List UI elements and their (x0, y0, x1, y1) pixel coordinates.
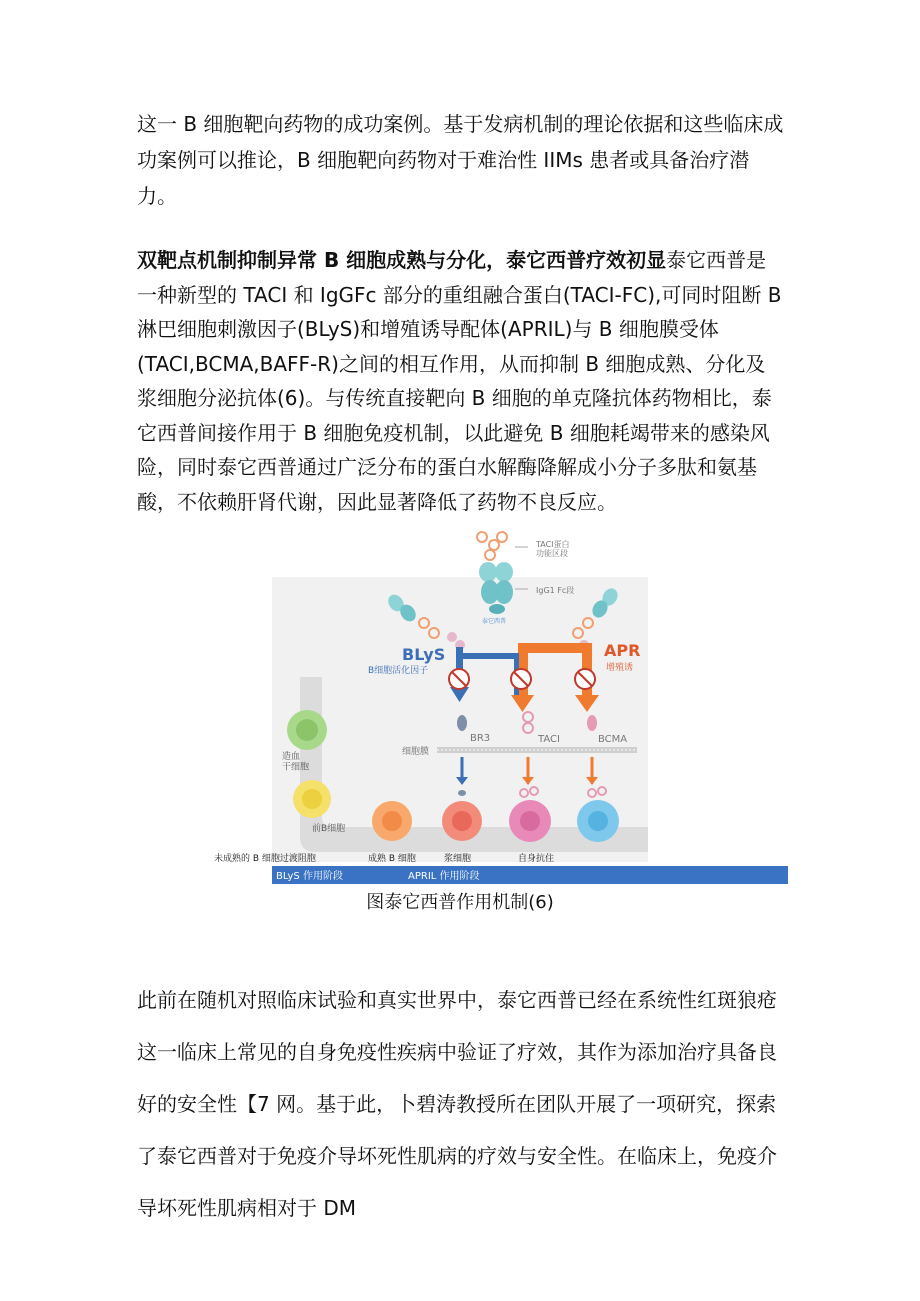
blys-sub-label: B细胞活化因子 (368, 666, 429, 676)
br3-label: BR3 (470, 733, 491, 744)
stem-cell (287, 710, 327, 750)
paragraph-2-heading: 双靶点机制抑制异常 B 细胞成熟与分化，泰它西普疗效初显 (137, 248, 667, 272)
stage-bar (272, 866, 788, 884)
paragraph-2-body: 泰它西普是一种新型的 TACI 和 IgGFc 部分的重组融合蛋白(TACI-FC),可同时阻断 B 淋巴细胞刺激因子(BLyS)和增殖诱导配体(APRIL)与 B 细胞膜受体(TACI,BCMA,BAFF-R)之间的相互作用，从而抑制 B 细胞成熟、分化及浆细胞分泌抗体(6)。与传统直接靶向 B 细胞的单克隆抗体药物相比，泰它西普间接作用于 B 细胞免疫机制，以此避免 B 细胞耗竭带来的感染风险，同时泰它西普通过广泛分布的蛋白水解酶降解成小分子多肽和氨基酸，不依赖肝肾代谢，因此显著降低了药物不良反应。 (137, 248, 782, 514)
block-icon-3 (575, 669, 595, 689)
stage-immature-label: 未成熟的 B 细胞过渡阻胞 (214, 854, 316, 864)
paragraph-2 (137, 243, 785, 519)
block-icon-2 (511, 669, 531, 689)
bcma-receptor (587, 715, 597, 731)
br3-receptor (457, 715, 467, 731)
blys-stage-bar-label: BLyS 作用阶段 (276, 871, 343, 882)
april-label: APR (604, 641, 641, 660)
auto-cell (577, 800, 619, 842)
bcma-label: BCMA (598, 734, 628, 745)
blys-label: BLyS (402, 645, 446, 664)
drug-label: 泰它西普 (482, 618, 507, 625)
pre-b-cell (293, 780, 331, 818)
block-icon-1 (449, 669, 469, 689)
paragraph-1: 这一 B 细胞靶向药物的成功案例。基于发病机制的理论依据和这些临床成功案例可以推论，B 细胞靶向药物对于难治性 IIMs 患者或具备治疗潜力。 (137, 112, 784, 208)
stem-cell-label: 造血干细胞 (282, 752, 310, 773)
april-stage-bar-label: APRIL 作用阶段 (408, 871, 480, 882)
taci-label: TACI (538, 734, 560, 745)
mature-b-cell (442, 801, 482, 841)
stage-plasma-label: 浆细胞 (444, 854, 472, 864)
mechanism-figure (212, 527, 788, 867)
taci-region-label: TACI蛋白功能区段 (536, 540, 570, 559)
pre-b-cell-label: 前B细胞 (312, 824, 346, 834)
figure-caption: 图泰它西普作用机制(6) (366, 892, 554, 913)
plasma-cell (509, 800, 551, 842)
igg-label: IgG1 Fc段 (536, 586, 575, 595)
immature-b-cell (372, 801, 412, 841)
membrane-label: 细胞膜 (402, 747, 430, 757)
april-sub-label: 增殖诱 (606, 663, 634, 673)
stage-mature-label: 成熟 B 细胞 (368, 854, 416, 864)
stage-auto-label: 自身抗住 (518, 854, 555, 864)
paragraph-3: 此前在随机对照临床试验和真实世界中，泰它西普已经在系统性红斑狼疮这一临床上常见的自身免疫性疾病中验证了疗效，其作为添加治疗具备良好的安全性【7 网。基于此，卜碧涛教授所在团队开展了一项研究，探索了泰它西普对于免疫介导坏死性肌病的疗效与安全性。在临床上，免疫介导坏死性肌病相对于 DM (137, 988, 777, 1220)
